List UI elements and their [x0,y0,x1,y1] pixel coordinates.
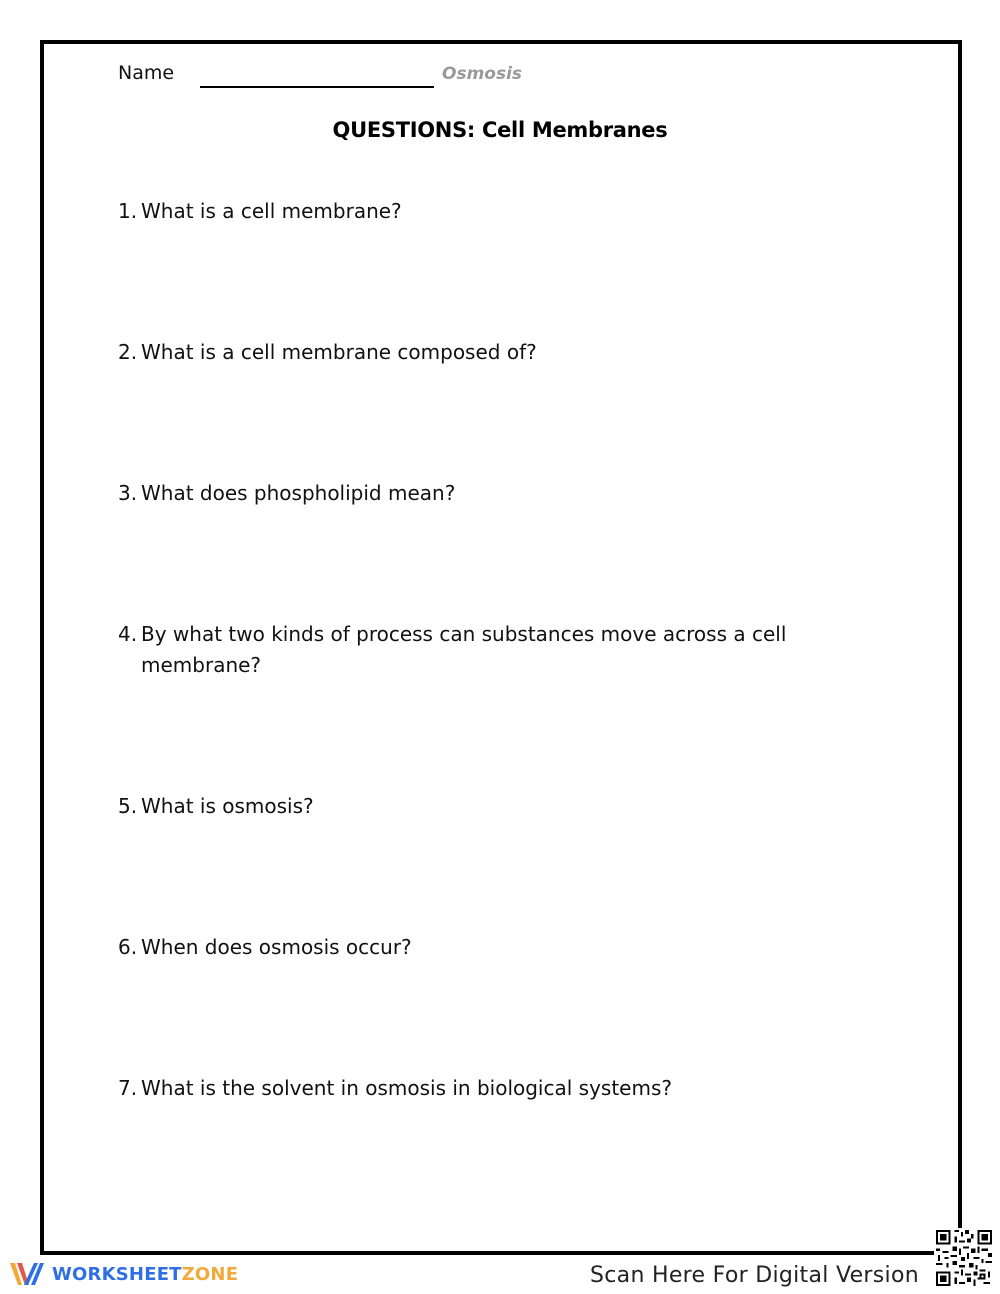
name-field-line [200,86,434,88]
question-text: What is the solvent in osmosis in biological systems? [141,1076,672,1100]
question-item [118,337,838,368]
question-item [118,619,838,681]
question-text: When does osmosis occur? [141,935,412,959]
question-number: 3. [118,481,138,505]
question-number: 7. [118,1076,138,1100]
worksheetzone-logo-icon [8,1259,46,1289]
question-item [118,196,838,227]
qr-code-icon[interactable] [934,1228,994,1288]
question-item [118,791,838,822]
question-text: By what two kinds of process can substances move across a cell [141,622,787,646]
brand-logo [8,1259,238,1289]
brand-name [52,1264,238,1285]
question-item [118,932,838,963]
question-number: 6. [118,935,138,959]
question-number: 2. [118,340,138,364]
page-title: QUESTIONS: Cell Membranes [332,118,668,142]
scan-instruction: Scan Here For Digital Version [590,1263,919,1288]
brand-name-part1: WORKSHEET [52,1263,182,1285]
question-text: What is a cell membrane composed of? [141,340,537,364]
question-text: What is a cell membrane? [141,199,402,223]
question-text-continued: membrane? [141,653,262,677]
question-item [118,1073,838,1104]
question-text: What does phospholipid mean? [141,481,456,505]
question-item [118,478,838,509]
topic-label: Osmosis [442,64,523,84]
question-number: 5. [118,794,138,818]
question-number: 1. [118,199,138,223]
question-number: 4. [118,622,138,646]
question-text: What is osmosis? [141,794,314,818]
brand-name-part2: ZONE [181,1263,239,1285]
name-label: Name [118,62,175,84]
